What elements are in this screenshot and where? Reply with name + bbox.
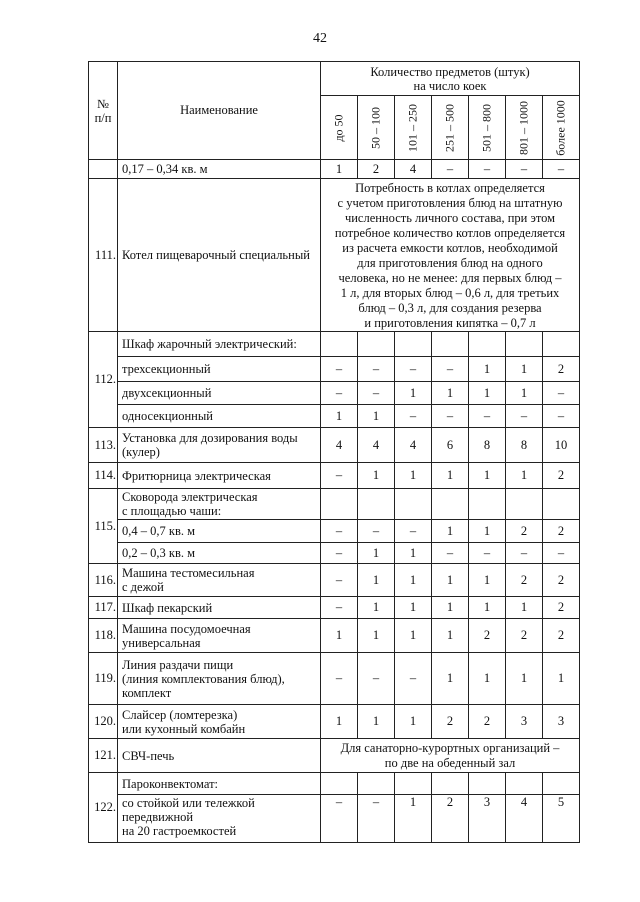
table-row bbox=[89, 357, 580, 382]
cell-value: 1 bbox=[395, 543, 432, 564]
item-name: трехсекционный bbox=[118, 357, 321, 382]
item-name: односекционный bbox=[118, 405, 321, 428]
cell-value: 1 bbox=[506, 382, 543, 405]
cell-value: – bbox=[358, 520, 395, 543]
row-number: 118. bbox=[89, 619, 118, 653]
cell-value: – bbox=[395, 405, 432, 428]
header-col: 101 – 250 bbox=[405, 103, 420, 152]
table-row bbox=[89, 332, 580, 357]
cell-value: 8 bbox=[506, 428, 543, 463]
table-row bbox=[89, 382, 580, 405]
table-row bbox=[89, 597, 580, 619]
table-row bbox=[89, 705, 580, 739]
item-name: Шкаф жарочный электрический: bbox=[118, 332, 321, 357]
cell-value: – bbox=[321, 382, 358, 405]
cell-value: 4 bbox=[358, 428, 395, 463]
cell-value: 2 bbox=[432, 795, 469, 843]
table-row bbox=[89, 405, 580, 428]
cell-value: – bbox=[395, 653, 432, 705]
table-row bbox=[89, 739, 580, 773]
cell-value: 5 bbox=[543, 795, 580, 843]
item-name: 0,17 – 0,34 кв. м bbox=[118, 160, 321, 179]
item-name: Слайсер (ломтерезка) или кухонный комбайн bbox=[118, 705, 321, 739]
cell-value: 8 bbox=[469, 428, 506, 463]
header-no: № п/п bbox=[89, 62, 118, 160]
cell-value: 2 bbox=[469, 705, 506, 739]
cell-value: 4 bbox=[395, 160, 432, 179]
cell-value: – bbox=[395, 520, 432, 543]
cell-value: 1 bbox=[506, 653, 543, 705]
cell-value: – bbox=[543, 382, 580, 405]
cell-value: – bbox=[358, 382, 395, 405]
cell-value: – bbox=[358, 795, 395, 843]
cell-value: 1 bbox=[395, 382, 432, 405]
row-number: 121. bbox=[89, 739, 118, 773]
item-name: Котел пищеварочный специальный bbox=[118, 179, 321, 332]
cell-value: 1 bbox=[395, 795, 432, 843]
table-row bbox=[89, 428, 580, 463]
cell-value: 1 bbox=[321, 405, 358, 428]
item-name: 0,4 – 0,7 кв. м bbox=[118, 520, 321, 543]
header-col: до 50 bbox=[331, 113, 346, 142]
cell-value: 2 bbox=[506, 520, 543, 543]
cell-value: 4 bbox=[506, 795, 543, 843]
cell-value: – bbox=[469, 405, 506, 428]
row-number: 111. bbox=[89, 179, 118, 332]
cell-value: – bbox=[543, 405, 580, 428]
row-number: 117. bbox=[89, 597, 118, 619]
row-number: 112. bbox=[89, 332, 118, 428]
item-name: Машина тестомесильная с дежой bbox=[118, 564, 321, 597]
cell-value: – bbox=[321, 597, 358, 619]
cell-value: 1 bbox=[395, 705, 432, 739]
table-row bbox=[89, 489, 580, 520]
item-name: Сковорода электрическая с площадью чаши: bbox=[118, 489, 321, 520]
item-name: Машина посудомоечная универсальная bbox=[118, 619, 321, 653]
row-number: 114. bbox=[89, 463, 118, 489]
cell-value: – bbox=[506, 543, 543, 564]
item-name: 0,2 – 0,3 кв. м bbox=[118, 543, 321, 564]
cell-value: 10 bbox=[543, 428, 580, 463]
item-name: Линия раздачи пищи (линия комплектования блюд), комплект bbox=[118, 653, 321, 705]
cell-value: 1 bbox=[543, 653, 580, 705]
cell-value: 2 bbox=[506, 619, 543, 653]
cell-value: 1 bbox=[432, 619, 469, 653]
item-name: Установка для дозирования воды (кулер) bbox=[118, 428, 321, 463]
row-number: 119. bbox=[89, 653, 118, 705]
cell-value: 2 bbox=[543, 597, 580, 619]
header-col: 50 – 100 bbox=[368, 106, 383, 149]
cell-value: 3 bbox=[506, 705, 543, 739]
row-number: 113. bbox=[89, 428, 118, 463]
cell-value: 1 bbox=[395, 463, 432, 489]
item-name: Фритюрница электрическая bbox=[118, 463, 321, 489]
cell-value: 1 bbox=[469, 597, 506, 619]
table-row bbox=[89, 564, 580, 597]
cell-value: – bbox=[469, 160, 506, 179]
cell-value: 1 bbox=[358, 463, 395, 489]
cell-value: 1 bbox=[432, 382, 469, 405]
cell-value: – bbox=[469, 543, 506, 564]
cell-value: 1 bbox=[506, 463, 543, 489]
header-name: Наименование bbox=[118, 62, 321, 160]
cell-value: 1 bbox=[469, 357, 506, 382]
item-name: Пароконвектомат: bbox=[118, 773, 321, 795]
header-col: более 1000 bbox=[553, 99, 568, 156]
equipment-table bbox=[88, 61, 580, 843]
cell-value: 1 bbox=[469, 653, 506, 705]
table-row bbox=[89, 463, 580, 489]
table-row bbox=[89, 773, 580, 795]
item-name: Шкаф пекарский bbox=[118, 597, 321, 619]
item-note: Для санаторно-курортных организаций – по две на обеденный зал bbox=[321, 739, 580, 773]
cell-value: 2 bbox=[543, 564, 580, 597]
cell-value: – bbox=[321, 564, 358, 597]
table-row bbox=[89, 520, 580, 543]
cell-value: – bbox=[321, 520, 358, 543]
cell-value: 2 bbox=[543, 463, 580, 489]
cell-value: 4 bbox=[321, 428, 358, 463]
header-group: Количество предметов (штук) на число коек bbox=[321, 62, 580, 96]
header-col: 251 – 500 bbox=[442, 103, 457, 152]
table-row bbox=[89, 653, 580, 705]
cell-value: – bbox=[432, 543, 469, 564]
cell-value: – bbox=[321, 543, 358, 564]
cell-value: – bbox=[432, 357, 469, 382]
cell-value: – bbox=[358, 357, 395, 382]
cell-value: 2 bbox=[543, 357, 580, 382]
cell-value: 3 bbox=[469, 795, 506, 843]
cell-value: 2 bbox=[358, 160, 395, 179]
table-row bbox=[89, 619, 580, 653]
cell-value: 1 bbox=[432, 653, 469, 705]
cell-value: – bbox=[543, 160, 580, 179]
row-number: 115. bbox=[89, 489, 118, 564]
cell-value: 1 bbox=[506, 597, 543, 619]
table-row bbox=[89, 179, 580, 332]
cell-value: 1 bbox=[358, 564, 395, 597]
cell-value: – bbox=[321, 463, 358, 489]
cell-value: – bbox=[432, 160, 469, 179]
cell-value: 1 bbox=[395, 619, 432, 653]
item-note: Потребность в котлах определяется с учетом приготовления блюд на штатную численность личного состава, при этом потребное количество котлов определяется из расчета емкости котлов, необходимой для приготовления блюд на одного человека, но не менее: для первых блюд – 1 л, для вторых блюд – 0,6 л, для третьих блюд – 0,3 л, для создания резерва и приготовления кипятка – 0,7 л bbox=[321, 179, 580, 332]
cell-value: 1 bbox=[358, 705, 395, 739]
cell-value: 1 bbox=[395, 564, 432, 597]
item-name: двухсекционный bbox=[118, 382, 321, 405]
cell-value: – bbox=[358, 653, 395, 705]
cell-value: 1 bbox=[432, 463, 469, 489]
cell-value: 1 bbox=[432, 520, 469, 543]
cell-value: 1 bbox=[358, 619, 395, 653]
table-row bbox=[89, 795, 580, 843]
header-col: 801 – 1000 bbox=[516, 100, 531, 155]
cell-value: 1 bbox=[395, 597, 432, 619]
cell-value: 1 bbox=[506, 357, 543, 382]
cell-value: 1 bbox=[469, 564, 506, 597]
item-name: СВЧ-печь bbox=[118, 739, 321, 773]
cell-value: 3 bbox=[543, 705, 580, 739]
cell-value: – bbox=[321, 795, 358, 843]
cell-value: – bbox=[321, 357, 358, 382]
row-number: 116. bbox=[89, 564, 118, 597]
cell-value: 1 bbox=[358, 405, 395, 428]
table-row bbox=[89, 160, 580, 179]
item-name: со стойкой или тележкой передвижной на 20 гастроемкостей bbox=[118, 795, 321, 843]
cell-value: 1 bbox=[432, 564, 469, 597]
cell-value: 2 bbox=[543, 619, 580, 653]
cell-value: – bbox=[506, 405, 543, 428]
cell-value: 1 bbox=[469, 382, 506, 405]
cell-value: 1 bbox=[321, 160, 358, 179]
cell-value: 2 bbox=[432, 705, 469, 739]
cell-value: 1 bbox=[321, 619, 358, 653]
cell-value: – bbox=[543, 543, 580, 564]
cell-value: 1 bbox=[469, 463, 506, 489]
cell-value: – bbox=[432, 405, 469, 428]
cell-value: – bbox=[506, 160, 543, 179]
cell-value: 1 bbox=[321, 705, 358, 739]
cell-value: 1 bbox=[358, 543, 395, 564]
cell-value: – bbox=[395, 357, 432, 382]
cell-value: 1 bbox=[469, 520, 506, 543]
cell-value: – bbox=[321, 653, 358, 705]
page-number: 42 bbox=[313, 31, 327, 46]
table-row bbox=[89, 543, 580, 564]
header-col: 501 – 800 bbox=[479, 103, 494, 152]
row-number: 120. bbox=[89, 705, 118, 739]
cell-value: 1 bbox=[358, 597, 395, 619]
cell-value: 2 bbox=[506, 564, 543, 597]
cell-value: 2 bbox=[543, 520, 580, 543]
row-number: 122. bbox=[89, 773, 118, 843]
cell-value: 6 bbox=[432, 428, 469, 463]
cell-value: 4 bbox=[395, 428, 432, 463]
cell-value: 2 bbox=[469, 619, 506, 653]
cell-value: 1 bbox=[432, 597, 469, 619]
